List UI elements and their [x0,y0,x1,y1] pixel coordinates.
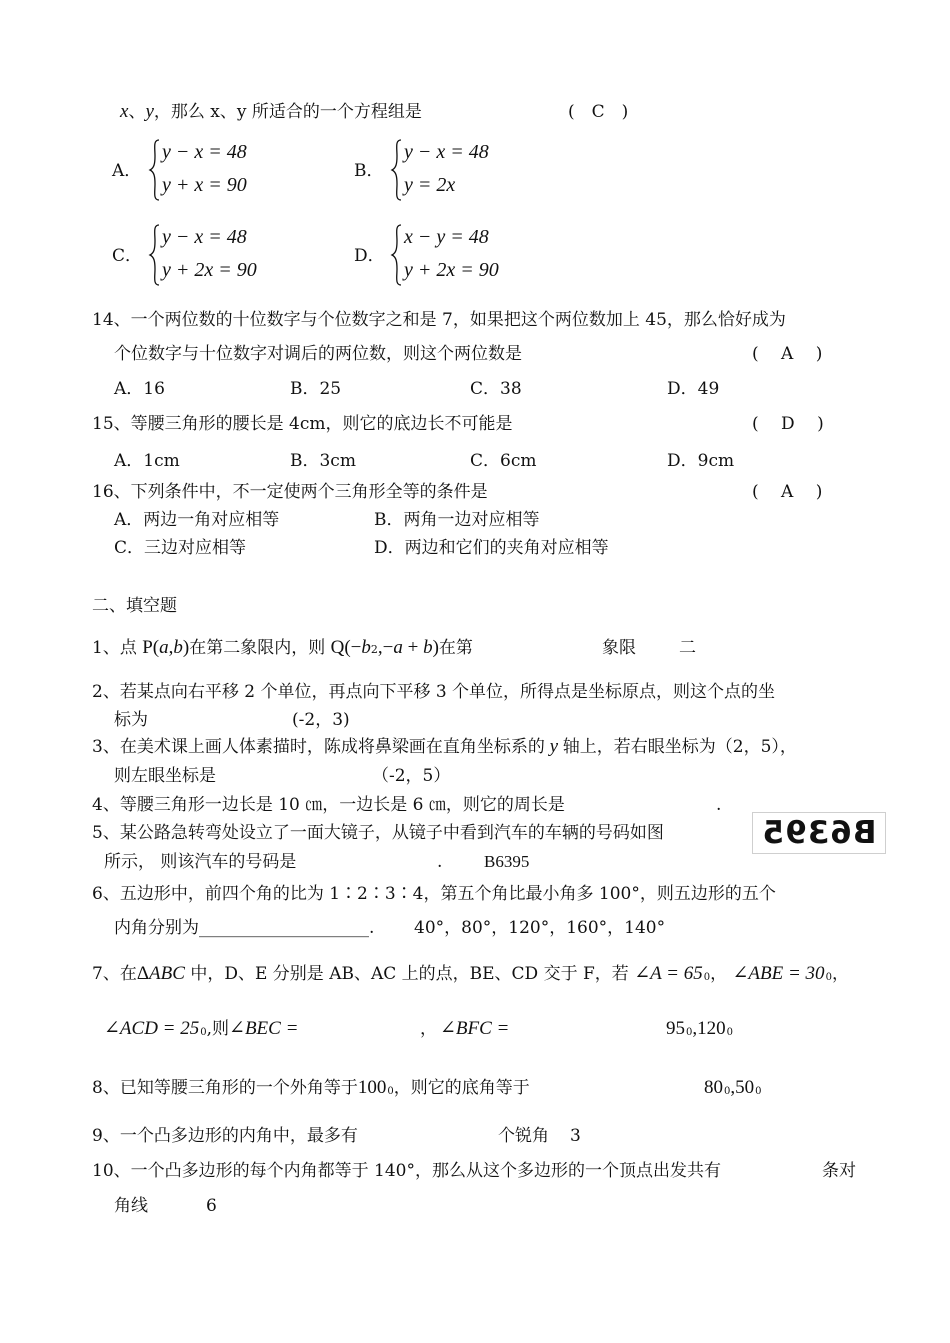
q16-option-d: D．两边和它们的夹角对应相等 [374,538,609,558]
f8-answer: 800,500 [704,1077,762,1098]
f5-line1: 5、某公路急转弯处设立了一面大镜子，从镜子中看到汽车的车辆的号码如图 [92,823,664,843]
q13-option-c-label: C． [112,246,143,266]
f10-line2: 角线 [114,1196,148,1216]
f4-end: . [716,795,722,815]
q14-option-c: C．38 [470,379,522,399]
q15-option-a: A．1cm [114,451,180,471]
q15-option-b: B．3cm [290,451,356,471]
q15-line1: 15、等腰三角形的腰长是 4cm，则它的底边长不可能是 [92,414,513,434]
f7-comma: ， [420,1019,437,1039]
q14-answer: ( A ) [752,344,823,364]
f9-answer: 3 [570,1126,581,1146]
f9-suffix: 个锐角 [498,1126,549,1146]
q13-b-eq1: y − x = 48 [404,141,489,163]
f6-answer: 40°，80°，120°，160°，140° [414,918,666,938]
q16-answer: ( A ) [752,482,823,502]
q14-line1: 14、一个两位数的十位数字与个位数字之和是 7，如果把这个两位数加上 45，那么恰好成为 [92,310,786,330]
section-title: 二、填空题 [92,596,177,616]
q13-answer: ( C ) [568,102,629,122]
f5-end: . [437,852,443,872]
f9-line1: 9、一个凸多边形的内角中，最多有 [92,1126,358,1146]
q14-option-b: B．25 [290,379,342,399]
q16-option-c: C．三边对应相等 [114,538,247,558]
f1-answer: 二 [679,638,696,658]
q13-c-eq1: y − x = 48 [162,226,247,248]
brace-icon [148,223,162,287]
q13-option-a-label: A． [112,161,142,181]
q16-option-b: B．两角一边对应相等 [374,510,540,530]
q13-c-eq2: y + 2x = 90 [162,259,257,281]
q13-a-eq2: y + x = 90 [162,174,247,196]
f6-line1: 6、五边形中，前四个角的比为 1∶2∶3∶4，第五个角比最小角多 100°，则五边形的五个 [92,884,776,904]
q13-a-eq1: y − x = 48 [162,141,247,163]
f1-line: 1、点 P(a,b)在第二象限内，则 Q(−b2,−a + b)在第 [92,637,473,658]
q14-line2: 个位数字与十位数字对调后的两位数，则这个两位数是 [114,344,522,364]
f7-line2: ∠ACD = 250,则∠BEC = [104,1018,299,1039]
f3-answer: （-2，5） [372,766,451,786]
q16-option-a: A．两边一角对应相等 [114,510,280,530]
f7-q2: ∠BFC = [440,1018,510,1039]
mirrored-license-plate [752,812,886,854]
q14-option-d: D．49 [667,379,720,399]
f8-line1: 8、已知等腰三角形的一个外角等于1000，则它的底角等于 [92,1077,530,1098]
q13-d-eq2: y + 2x = 90 [404,259,499,281]
f3-line1: 3、在美术课上画人体素描时，陈成将鼻梁画在直角坐标系的 y 轴上，若右眼坐标为（2，5）， [92,736,797,757]
q13-stem: x、y，那么 x、y 所适合的一个方程组是 [120,101,422,122]
plate-text: B6395 [761,815,877,851]
q14-option-a: A．16 [114,379,165,399]
q13-option-a-system [148,138,288,202]
q13-option-d-system [390,223,530,287]
q13-d-eq1: x − y = 48 [404,226,489,248]
f7-answer: 950,1200 [666,1018,733,1039]
f3-line2: 则左眼坐标是 [114,766,216,786]
q16-line1: 16、下列条件中，不一定使两个三角形全等的条件是 [92,482,488,502]
f2-line2: 标为 [114,710,148,730]
q13-option-b-system [390,138,530,202]
q13-b-eq2: y = 2x [404,174,456,196]
q13-option-c-system [148,223,288,287]
f1-blank-end: 象限 [602,638,636,658]
brace-icon [390,223,404,287]
f4-line1: 4、等腰三角形一边长是 10 ㎝，一边长是 6 ㎝，则它的周长是 [92,795,565,815]
f10-line1-end: 条对 [822,1161,856,1181]
q13-option-b-label: B． [354,161,384,181]
f6-line2: 内角分别为____________________. [114,918,375,938]
f2-answer: (-2，3) [292,710,350,730]
brace-icon [390,138,404,202]
f5-answer: B6395 [484,852,530,871]
brace-icon [148,138,162,202]
f2-line1: 2、若某点向右平移 2 个单位，再点向下平移 3 个单位，所得点是坐标原点，则这个点的坐 [92,682,776,702]
q15-option-c: C．6cm [470,451,537,471]
f10-line1: 10、一个凸多边形的每个内角都等于 140°，那么从这个多边形的一个顶点出发共有 [92,1161,721,1181]
q13-stem-text: ，那么 x、y 所适合的一个方程组是 [153,102,422,122]
q13-option-d-label: D． [354,246,385,266]
f7-line1: 7、在ΔABC 中，D、E 分别是 AB、AC 上的点，BE、CD 交于 F，若 ∠A = 650， ∠ABE = 300， [92,963,849,984]
q15-answer: ( D ) [752,414,824,434]
f5-line2: 所示， 则该汽车的号码是 [104,852,297,872]
q15-option-d: D．9cm [667,451,735,471]
f10-answer: 6 [206,1196,217,1216]
